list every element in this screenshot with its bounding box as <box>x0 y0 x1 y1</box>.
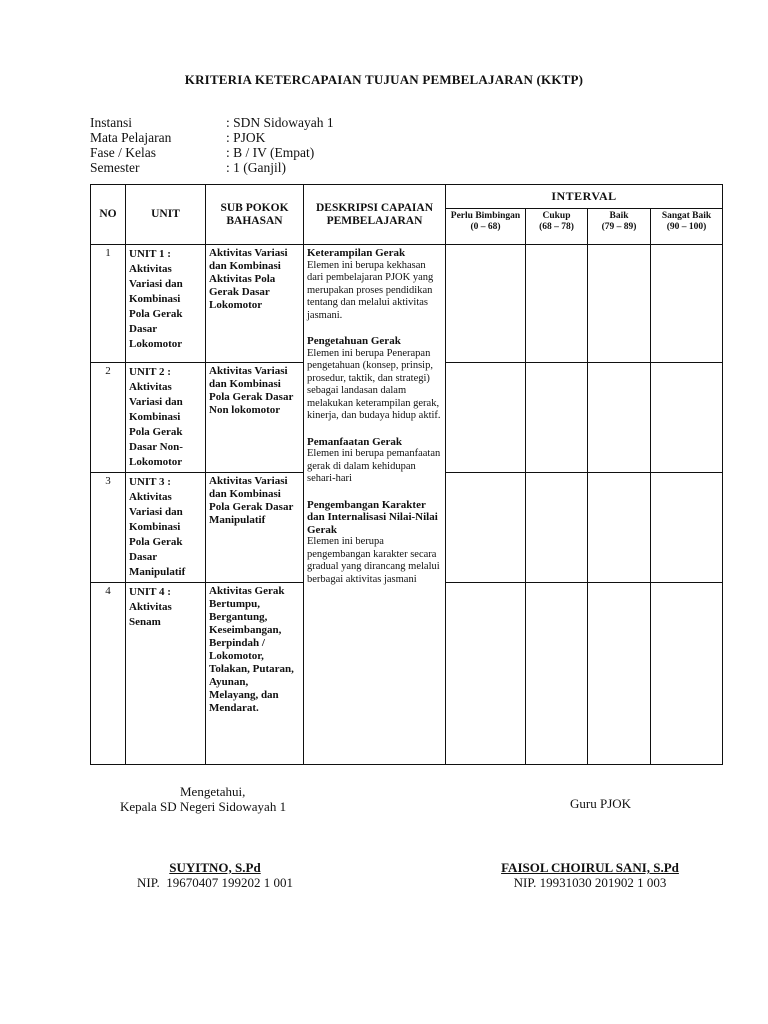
interval-range: (90 – 100) <box>666 222 707 232</box>
interval-baik <box>588 209 651 245</box>
score-cell <box>446 245 526 363</box>
info-row-semester <box>90 160 334 175</box>
row-number: 2 <box>91 363 126 473</box>
info-value: : B / IV (Empat) <box>226 145 315 160</box>
row-number: 4 <box>91 583 126 765</box>
teacher-role: Guru PJOK <box>570 796 632 811</box>
score-cell <box>588 363 651 473</box>
score-cell <box>651 473 723 583</box>
description-text: Elemen ini berupa pemanfaatan gerak di dalam kehidupan sehari-hari <box>307 448 441 484</box>
description-block <box>307 247 442 322</box>
score-cell <box>588 473 651 583</box>
score-cell <box>526 583 588 765</box>
score-cell <box>526 245 588 363</box>
headmaster-role: Kepala SD Negeri Sidowayah 1 <box>120 799 287 814</box>
score-cell <box>446 473 526 583</box>
info-label: Semester <box>90 160 140 175</box>
header-sub-pokok-bahasan: SUB POKOK BAHASAN <box>206 185 304 245</box>
interval-label: Sangat Baik <box>661 211 712 221</box>
row-unit: UNIT 2 : Aktivitas Variasi dan Kombinasi Pola Gerak Dasar Non-Lokomotor <box>126 363 206 473</box>
headmaster-nip: NIP. 19670407 199202 1 001 <box>136 875 293 890</box>
row-unit: UNIT 3 : Aktivitas Variasi dan Kombinasi Pola Gerak Dasar Manipulatif <box>126 473 206 583</box>
info-label: Instansi <box>90 115 132 130</box>
kktp-table <box>90 184 723 765</box>
teacher-nip: NIP. 19931030 201902 1 003 <box>513 875 667 890</box>
description-heading: Pengetahuan Gerak <box>307 335 401 347</box>
description-block <box>307 335 442 423</box>
interval-sangat-baik <box>651 209 723 245</box>
description-heading: Pemanfaatan Gerak <box>307 435 403 448</box>
document-title: KRITERIA KETERCAPAIAN TUJUAN PEMBELAJARAN (KKTP) <box>184 72 584 87</box>
info-value: : 1 (Ganjil) <box>226 160 286 175</box>
header-deskripsi: DESKRIPSI CAPAIAN PEMBELAJARAN <box>304 185 446 245</box>
interval-label: Baik <box>609 211 629 221</box>
info-label: Fase / Kelas <box>90 145 156 160</box>
signature-left <box>125 860 305 890</box>
row-unit: UNIT 1 : Aktivitas Variasi dan Kombinasi Pola Gerak Dasar Lokomotor <box>126 245 206 363</box>
interval-cukup <box>526 209 588 245</box>
description-text: Elemen ini berupa Penerapan pengetahuan (konsep, prinsip, prosedur, taktik, dan strategi) sebagai landasan dalam melakukan keterampilan gerak, kinerja, dan budaya hidup aktif. <box>307 347 441 421</box>
score-cell <box>526 473 588 583</box>
header-interval: INTERVAL <box>446 185 723 209</box>
score-cell <box>651 363 723 473</box>
score-cell <box>588 245 651 363</box>
table-row <box>91 245 723 363</box>
info-row-instansi <box>90 115 334 130</box>
row-sub-pokok: Aktivitas Variasi dan Kombinasi Pola Gerak Dasar Manipulatif <box>206 473 304 583</box>
interval-perlu-bimbingan <box>446 209 526 245</box>
description-text: Elemen ini berupa kekhasan dari pembelajaran PJOK yang merupakan proses pendidikan tentang dan melalui aktivitas jasmani. <box>307 259 434 321</box>
headmaster-name: SUYITNO, S.Pd <box>169 860 261 875</box>
signature-right <box>500 860 680 890</box>
description-block <box>307 436 442 486</box>
description-heading: Pengembangan Karakter dan Internalisasi Nilai-Nilai Gerak <box>307 498 438 536</box>
signature-left-header <box>120 784 310 814</box>
teacher-name: FAISOL CHOIRUL SANI, S.Pd <box>501 860 679 875</box>
header-unit: UNIT <box>126 185 206 245</box>
description-cell <box>304 245 446 765</box>
score-cell <box>526 363 588 473</box>
description-block <box>307 499 442 587</box>
row-sub-pokok: Aktivitas Variasi dan Kombinasi Pola Gerak Dasar Non lokomotor <box>206 363 304 473</box>
score-cell <box>651 583 723 765</box>
interval-range: (0 – 68) <box>470 222 501 232</box>
interval-label: Cukup <box>542 211 571 221</box>
description-text: Elemen ini berupa pengembangan karakter secara gradual yang dirancang melalui berbagai aktivitas jasmani <box>307 536 440 585</box>
row-number: 1 <box>91 245 126 363</box>
score-cell <box>446 583 526 765</box>
header-no: NO <box>91 185 126 245</box>
info-value: : PJOK <box>226 130 266 145</box>
row-sub-pokok: Aktivitas Gerak Bertumpu, Bergantung, Keseimbangan, Berpindah / Lokomotor, Tolakan, Putaran, Ayunan, Melayang, dan Mendarat. <box>206 583 304 765</box>
info-row-fase-kelas <box>90 145 334 160</box>
info-block <box>90 115 334 175</box>
row-unit: UNIT 4 : Aktivitas Senam <box>126 583 206 765</box>
interval-range: (68 – 78) <box>539 222 574 232</box>
interval-range: (79 – 89) <box>601 222 637 232</box>
row-sub-pokok: Aktivitas Variasi dan Kombinasi Aktivitas Pola Gerak Dasar Lokomotor <box>206 245 304 363</box>
info-row-mata-pelajaran <box>90 130 334 145</box>
score-cell <box>588 583 651 765</box>
info-label: Mata Pelajaran <box>90 130 172 145</box>
score-cell <box>446 363 526 473</box>
interval-label: Perlu Bimbingan <box>450 211 521 221</box>
acknowledged-label: Mengetahui, <box>180 784 246 799</box>
description-heading: Keterampilan Gerak <box>307 247 406 259</box>
score-cell <box>651 245 723 363</box>
info-value: : SDN Sidowayah 1 <box>226 115 334 130</box>
row-number: 3 <box>91 473 126 583</box>
